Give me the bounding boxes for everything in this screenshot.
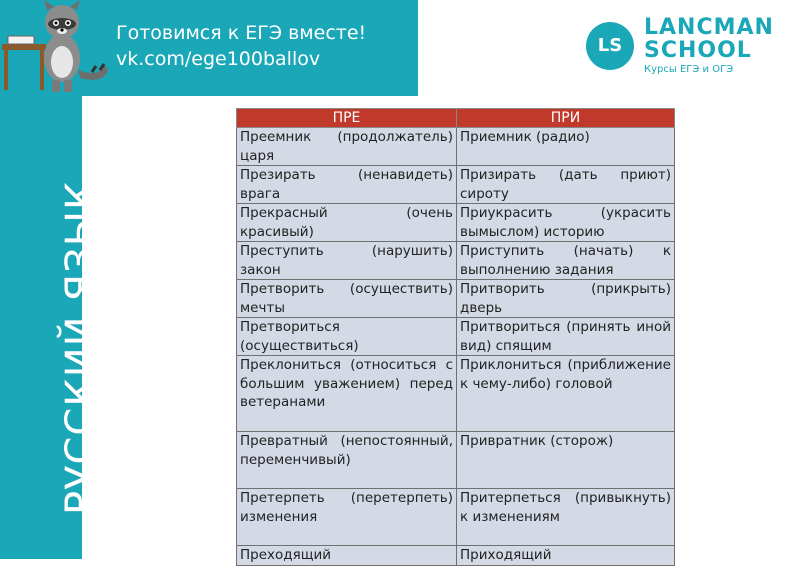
table-row	[237, 432, 675, 489]
cell-pri: Приемник (радио)	[457, 128, 675, 166]
prefix-table	[236, 108, 675, 566]
header	[0, 0, 800, 96]
cell-pre: Превратный (непостоянный, переменчивый)	[237, 432, 457, 489]
table-row	[237, 489, 675, 546]
table-row	[237, 128, 675, 166]
cell-pri: Приукрасить (украсить вымыслом) историю	[457, 204, 675, 242]
subject-title: РУССКИЙ ЯЗЫК	[58, 180, 104, 515]
table-row	[237, 546, 675, 566]
cell-pri: Привратник (сторож)	[457, 432, 675, 489]
logo-name-line1: LANCMAN	[644, 15, 774, 40]
cell-pre: Преходящий	[237, 546, 457, 566]
cell-pri: Притворить (прикрыть) дверь	[457, 280, 675, 318]
slogan	[116, 20, 366, 72]
raccoon-mascot-icon	[0, 0, 110, 96]
logo-subtitle: Курсы ЕГЭ и ОГЭ	[644, 64, 734, 75]
cell-pri: Призирать (дать приют) сироту	[457, 166, 675, 204]
cell-pri: Приклониться (приближение к чему-либо) головой	[457, 356, 675, 432]
header-banner	[0, 0, 418, 96]
cell-pri: Приступить (начать) к выполнению задания	[457, 242, 675, 280]
cell-pre: Презирать (ненавидеть) врага	[237, 166, 457, 204]
column-header-pri: ПРИ	[457, 109, 675, 128]
table-row	[237, 280, 675, 318]
cell-pre: Претворить (осуществить) мечты	[237, 280, 457, 318]
table-row	[237, 356, 675, 432]
logo-mark: LS	[586, 22, 634, 70]
vk-link[interactable]: vk.com/ege100ballov	[116, 48, 321, 70]
table-row	[237, 204, 675, 242]
table-row	[237, 318, 675, 356]
cell-pri: Притвориться (принять иной вид) спящим	[457, 318, 675, 356]
table-row	[237, 242, 675, 280]
cell-pre: Преступить (нарушить) закон	[237, 242, 457, 280]
cell-pre: Преемник (продолжатель) царя	[237, 128, 457, 166]
slogan-title: Готовимся к ЕГЭ вместе!	[116, 22, 367, 44]
cell-pri: Притерпеться (привыкнуть) к изменениям	[457, 489, 675, 546]
cell-pri: Приходящий	[457, 546, 675, 566]
cell-pre: Претерпеть (перетерпеть) изменения	[237, 489, 457, 546]
cell-pre: Прекрасный (очень красивый)	[237, 204, 457, 242]
cell-pre: Претвориться (осуществиться)	[237, 318, 457, 356]
column-header-pre: ПРЕ	[237, 109, 457, 128]
lancman-logo	[586, 14, 786, 84]
table-row	[237, 166, 675, 204]
cell-pre: Преклониться (относиться с большим уважением) перед ветеранами	[237, 356, 457, 432]
table-header-row	[237, 109, 675, 128]
logo-name-line2: SCHOOL	[644, 38, 752, 63]
logo-name	[644, 16, 774, 62]
